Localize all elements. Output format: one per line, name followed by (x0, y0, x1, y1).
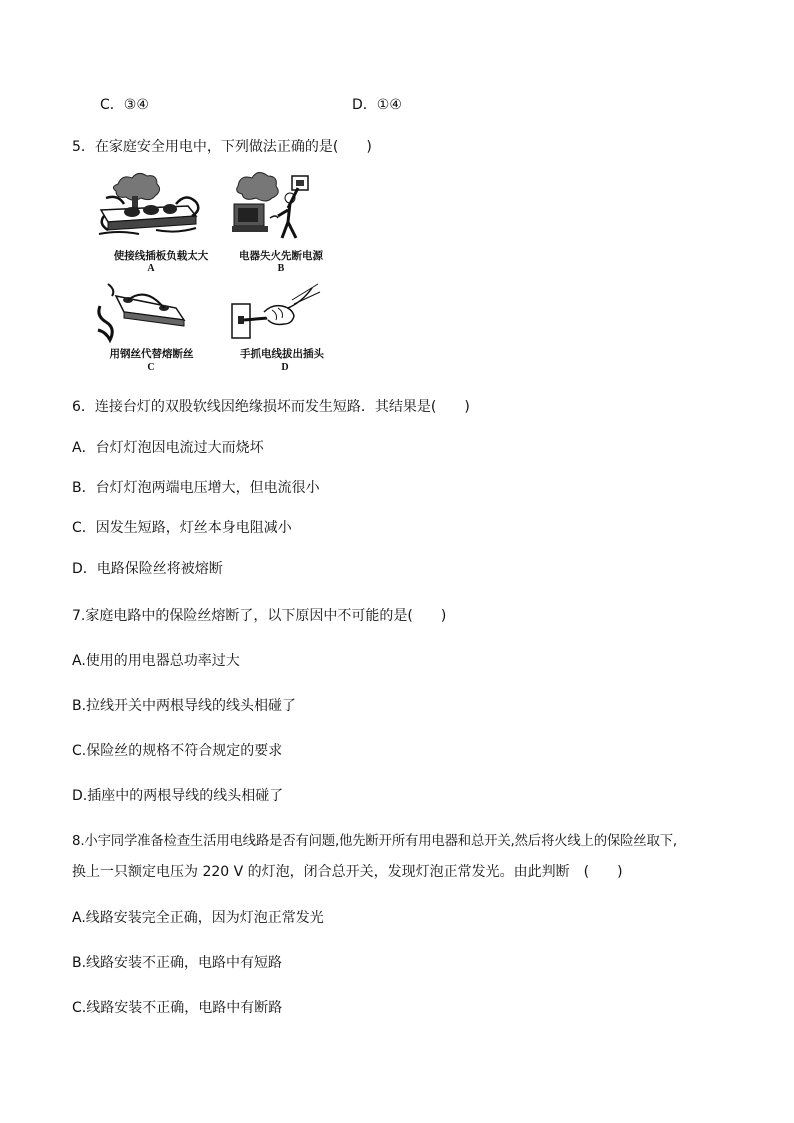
figure-d-pull-plug-by-cord (228, 282, 320, 344)
q7-option-d: D.插座中的两根导线的线头相碰了 (72, 788, 284, 804)
figure-c-caption: 用钢丝代替熔断丝 (109, 348, 194, 360)
q7-option-b: B.拉线开关中两根导线的线头相碰了 (72, 698, 297, 714)
q7-option-c: C.保险丝的规格不符合规定的要求 (72, 743, 283, 759)
q6-option-c: C．因发生短路，灯丝本身电阻减小 (72, 520, 292, 536)
figure-a-letter: A (147, 263, 155, 274)
figure-b-letter: B (277, 263, 285, 274)
q8-option-b: B.线路安装不正确，电路中有短路 (72, 955, 283, 971)
figure-b-caption: 电器失火先断电源 (239, 250, 323, 262)
q8-option-a: A.线路安装完全正确，因为灯泡正常发光 (72, 910, 324, 926)
steel-wire-fuse-illustration (96, 282, 191, 344)
q8-stem-line2: 换上一只额定电压为 220 V 的灯泡，闭合总开关，发现灯泡正常发光。由此判断 ( ) (72, 864, 623, 880)
q4-option-d: D．①④ (352, 97, 402, 113)
q8-option-c: C.线路安装不正确，电路中有断路 (72, 1000, 283, 1016)
q4-option-c: C．③④ (100, 97, 149, 113)
pull-plug-illustration (228, 282, 320, 344)
figure-a-caption: 使接线插板负载太大 (113, 250, 209, 262)
figure-c-steel-wire-fuse (96, 282, 191, 344)
overloaded-strip-illustration (96, 172, 206, 247)
q6-stem: 6．连接台灯的双股软线因绝缘损坏而发生短路．其结果是( ) (72, 399, 470, 415)
q6-option-b: B．台灯灯泡两端电压增大，但电流很小 (72, 480, 320, 496)
q8-stem-line1: 8.小宇同学准备检查生活用电线路是否有问题,他先断开所有用电器和总开关,然后将火线上的保险丝取下, (72, 834, 677, 849)
q7-stem: 7.家庭电路中的保险丝熔断了，以下原因中不可能的是( ) (72, 608, 447, 624)
q6-option-a: A．台灯灯泡因电流过大而烧坏 (72, 440, 264, 456)
figure-d-letter: D (281, 362, 289, 373)
q6-option-d: D．电路保险丝将被熔断 (72, 561, 223, 577)
figure-a-overloaded-strip (96, 172, 206, 247)
figure-c-letter: C (147, 362, 155, 373)
q7-option-a: A.使用的用电器总功率过大 (72, 653, 240, 669)
q5-stem: 5．在家庭安全用电中，下列做法正确的是( ) (72, 139, 372, 155)
fire-cut-power-illustration (230, 172, 320, 247)
figure-b-cut-power-on-fire (230, 172, 320, 247)
figure-d-caption: 手抓电线拔出插头 (240, 348, 324, 360)
